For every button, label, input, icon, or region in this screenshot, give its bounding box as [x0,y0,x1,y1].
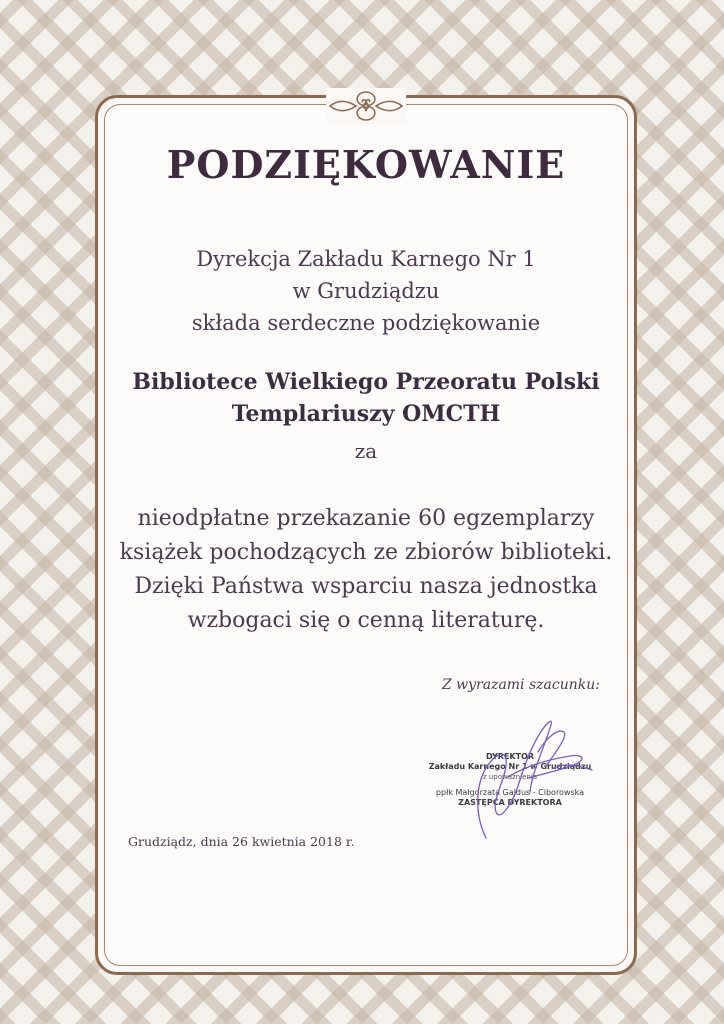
stamp-role: DYREKTOR [485,752,535,761]
body-block [104,502,628,638]
body-line: wzbogaci się o cenną literaturę. [187,608,545,633]
signature-icon [446,708,606,848]
recipient-line: Bibliotece Wielkiego Przeoratu Polski [132,369,600,395]
closing-text: Z wyrazami szacunku: [441,677,600,693]
connector-text: za [354,439,378,463]
recipient-line: Templariuszy OMCTH [231,401,501,427]
stamp-sub: z upoważnienia [482,773,538,781]
ornament-icon [326,88,406,124]
intro-line: Dyrekcja Zakładu Karnego Nr 1 [196,247,536,271]
body-line: książek pochodzących ze zbiorów biblioteki. [119,540,613,565]
body-line: Dzięki Państwa wsparciu nasza jednostka [134,574,598,599]
intro-line: składa serdeczne podziękowanie [191,311,541,335]
stamp-institution: Zakładu Karnego Nr 1 w Grudziądzu [428,762,592,771]
intro-line: w Grudziądzu [292,279,440,303]
place-date: Grudziądz, dnia 26 kwietnia 2018 r. [128,834,355,849]
stamp-name: ppłk Małgorzata Gajdus - Ciborowska [435,788,585,797]
stamp-position: ZASTĘPCA DYREKTORA [458,798,562,807]
intro-block [104,243,628,339]
body-line: nieodpłatne przekazanie 60 egzemplarzy [137,506,595,531]
recipient-block [104,366,628,430]
page-title: PODZIĘKOWANIE [166,142,566,187]
